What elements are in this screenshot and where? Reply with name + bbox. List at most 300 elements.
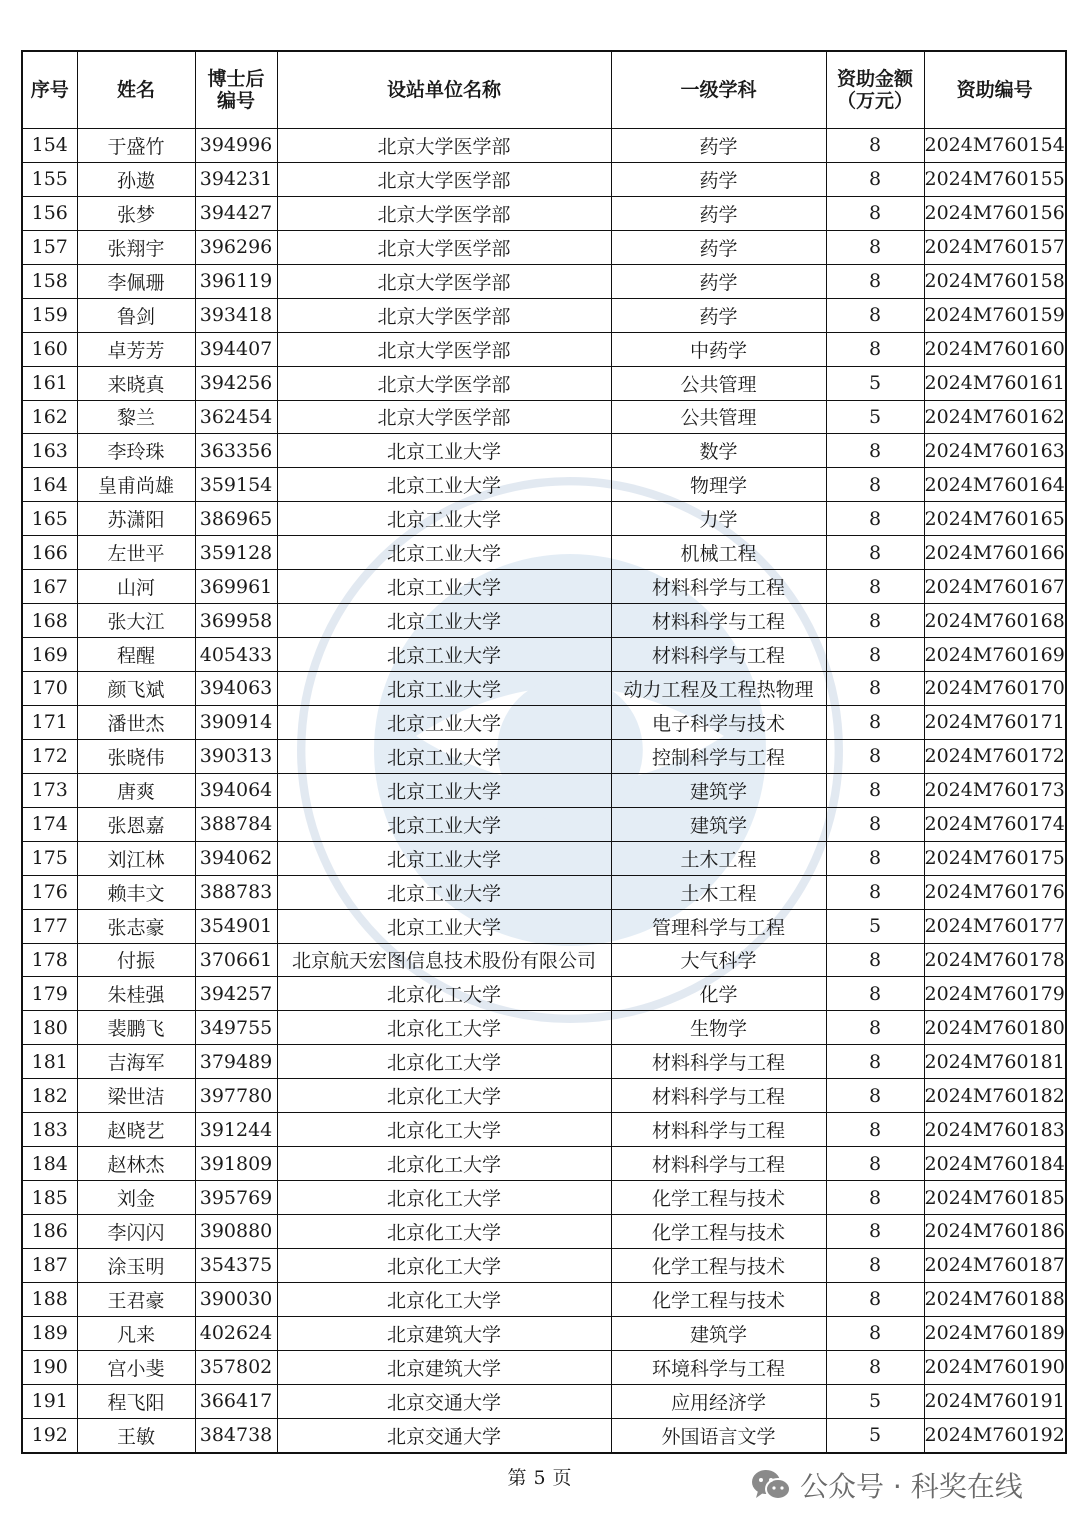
cell-amount: 8	[826, 570, 924, 604]
cell-unit: 北京化工大学	[277, 1011, 611, 1045]
cell-amount: 8	[826, 536, 924, 570]
cell-postdoc-no: 394257	[195, 977, 277, 1011]
cell-unit: 北京化工大学	[277, 1147, 611, 1181]
cell-seq: 172	[22, 739, 77, 773]
cell-amount: 8	[826, 705, 924, 739]
cell-discipline: 管理科学与工程	[611, 909, 826, 943]
cell-grant-no: 2024M760185	[924, 1181, 1066, 1215]
cell-seq: 169	[22, 638, 77, 672]
cell-name: 张梦	[77, 196, 195, 230]
cell-seq: 191	[22, 1384, 77, 1418]
cell-name: 宫小斐	[77, 1350, 195, 1384]
cell-name: 梁世洁	[77, 1079, 195, 1113]
cell-seq: 171	[22, 705, 77, 739]
cell-unit: 北京工业大学	[277, 434, 611, 468]
cell-postdoc-no: 390030	[195, 1282, 277, 1316]
cell-seq: 186	[22, 1215, 77, 1249]
cell-postdoc-no: 396119	[195, 264, 277, 298]
cell-discipline: 大气科学	[611, 943, 826, 977]
cell-grant-no: 2024M760154	[924, 129, 1066, 163]
table-row	[22, 773, 1066, 807]
table-body	[22, 129, 1066, 1453]
cell-unit: 北京大学医学部	[277, 230, 611, 264]
cell-postdoc-no: 394256	[195, 366, 277, 400]
cell-unit: 北京工业大学	[277, 807, 611, 841]
cell-grant-no: 2024M760169	[924, 638, 1066, 672]
cell-discipline: 药学	[611, 129, 826, 163]
header-grant-no: 资助编号	[924, 51, 1066, 129]
cell-seq: 174	[22, 807, 77, 841]
cell-name: 张晓伟	[77, 739, 195, 773]
cell-grant-no: 2024M760188	[924, 1282, 1066, 1316]
cell-postdoc-no: 394427	[195, 196, 277, 230]
cell-unit: 北京大学医学部	[277, 400, 611, 434]
table-row	[22, 1282, 1066, 1316]
cell-unit: 北京大学医学部	[277, 129, 611, 163]
cell-discipline: 化学工程与技术	[611, 1181, 826, 1215]
cell-grant-no: 2024M760172	[924, 739, 1066, 773]
cell-grant-no: 2024M760161	[924, 366, 1066, 400]
cell-postdoc-no: 370661	[195, 943, 277, 977]
cell-postdoc-no: 386965	[195, 502, 277, 536]
cell-postdoc-no: 394063	[195, 672, 277, 706]
cell-amount: 8	[826, 196, 924, 230]
cell-name: 刘江林	[77, 841, 195, 875]
cell-name: 赖丰文	[77, 875, 195, 909]
header-postdoc-no-line1: 博士后	[207, 68, 265, 90]
header-postdoc-no	[195, 51, 277, 129]
cell-unit: 北京工业大学	[277, 705, 611, 739]
table-row	[22, 502, 1066, 536]
cell-discipline: 电子科学与技术	[611, 705, 826, 739]
cell-discipline: 外国语言文学	[611, 1418, 826, 1452]
table-row	[22, 841, 1066, 875]
cell-seq: 184	[22, 1147, 77, 1181]
cell-seq: 181	[22, 1045, 77, 1079]
cell-amount: 8	[826, 129, 924, 163]
cell-seq: 161	[22, 366, 77, 400]
cell-grant-no: 2024M760176	[924, 875, 1066, 909]
cell-grant-no: 2024M760174	[924, 807, 1066, 841]
cell-grant-no: 2024M760180	[924, 1011, 1066, 1045]
cell-postdoc-no: 390880	[195, 1215, 277, 1249]
cell-postdoc-no: 394407	[195, 332, 277, 366]
cell-grant-no: 2024M760179	[924, 977, 1066, 1011]
cell-seq: 164	[22, 468, 77, 502]
cell-amount: 8	[826, 1079, 924, 1113]
cell-discipline: 公共管理	[611, 366, 826, 400]
cell-discipline: 土木工程	[611, 841, 826, 875]
table-row	[22, 1316, 1066, 1350]
cell-name: 皇甫尚雄	[77, 468, 195, 502]
table-row	[22, 1181, 1066, 1215]
table-row	[22, 1147, 1066, 1181]
header-amount	[826, 51, 924, 129]
cell-postdoc-no: 394996	[195, 129, 277, 163]
cell-postdoc-no: 363356	[195, 434, 277, 468]
cell-discipline: 控制科学与工程	[611, 739, 826, 773]
header-amount-line1: 资助金额	[836, 68, 913, 90]
cell-seq: 175	[22, 841, 77, 875]
cell-grant-no: 2024M760162	[924, 400, 1066, 434]
cell-amount: 8	[826, 638, 924, 672]
cell-discipline: 药学	[611, 162, 826, 196]
table-row	[22, 1011, 1066, 1045]
table-row	[22, 1384, 1066, 1418]
cell-name: 付振	[77, 943, 195, 977]
cell-amount: 5	[826, 1418, 924, 1452]
cell-seq: 185	[22, 1181, 77, 1215]
cell-amount: 8	[826, 1248, 924, 1282]
cell-discipline: 药学	[611, 264, 826, 298]
cell-grant-no: 2024M760165	[924, 502, 1066, 536]
cell-grant-no: 2024M760170	[924, 672, 1066, 706]
cell-amount: 8	[826, 604, 924, 638]
cell-amount: 8	[826, 502, 924, 536]
brand-watermark	[750, 1465, 1023, 1505]
cell-discipline: 化学工程与技术	[611, 1282, 826, 1316]
cell-name: 刘金	[77, 1181, 195, 1215]
cell-name: 山河	[77, 570, 195, 604]
cell-grant-no: 2024M760182	[924, 1079, 1066, 1113]
cell-postdoc-no: 359128	[195, 536, 277, 570]
cell-grant-no: 2024M760160	[924, 332, 1066, 366]
cell-postdoc-no: 394062	[195, 841, 277, 875]
table-row	[22, 1045, 1066, 1079]
cell-discipline: 环境科学与工程	[611, 1350, 826, 1384]
cell-seq: 182	[22, 1079, 77, 1113]
footer-prefix: 第	[507, 1467, 528, 1489]
footer-suffix: 页	[552, 1467, 573, 1489]
table-row	[22, 1215, 1066, 1249]
cell-unit: 北京工业大学	[277, 502, 611, 536]
cell-postdoc-no: 394231	[195, 162, 277, 196]
table-row	[22, 1113, 1066, 1147]
cell-name: 颜飞斌	[77, 672, 195, 706]
cell-seq: 160	[22, 332, 77, 366]
cell-seq: 190	[22, 1350, 77, 1384]
cell-discipline: 建筑学	[611, 807, 826, 841]
cell-name: 唐爽	[77, 773, 195, 807]
cell-grant-no: 2024M760181	[924, 1045, 1066, 1079]
cell-postdoc-no: 369961	[195, 570, 277, 604]
cell-seq: 165	[22, 502, 77, 536]
cell-grant-no: 2024M760155	[924, 162, 1066, 196]
cell-grant-no: 2024M760186	[924, 1215, 1066, 1249]
cell-unit: 北京化工大学	[277, 1113, 611, 1147]
cell-seq: 168	[22, 604, 77, 638]
cell-grant-no: 2024M760187	[924, 1248, 1066, 1282]
cell-name: 来晓真	[77, 366, 195, 400]
cell-grant-no: 2024M760167	[924, 570, 1066, 604]
cell-postdoc-no: 359154	[195, 468, 277, 502]
table-row	[22, 468, 1066, 502]
cell-amount: 8	[826, 230, 924, 264]
cell-grant-no: 2024M760157	[924, 230, 1066, 264]
header-name: 姓名	[77, 51, 195, 129]
table-row	[22, 638, 1066, 672]
cell-unit: 北京化工大学	[277, 1282, 611, 1316]
cell-name: 张大江	[77, 604, 195, 638]
cell-postdoc-no: 397780	[195, 1079, 277, 1113]
cell-amount: 5	[826, 366, 924, 400]
cell-seq: 178	[22, 943, 77, 977]
cell-seq: 192	[22, 1418, 77, 1452]
cell-name: 鲁剑	[77, 298, 195, 332]
cell-seq: 155	[22, 162, 77, 196]
cell-postdoc-no: 384738	[195, 1418, 277, 1452]
cell-discipline: 材料科学与工程	[611, 1147, 826, 1181]
table-row	[22, 943, 1066, 977]
cell-unit: 北京交通大学	[277, 1384, 611, 1418]
cell-name: 张恩嘉	[77, 807, 195, 841]
cell-name: 潘世杰	[77, 705, 195, 739]
cell-amount: 8	[826, 162, 924, 196]
cell-seq: 180	[22, 1011, 77, 1045]
cell-grant-no: 2024M760177	[924, 909, 1066, 943]
cell-grant-no: 2024M760163	[924, 434, 1066, 468]
cell-grant-no: 2024M760191	[924, 1384, 1066, 1418]
table-row	[22, 705, 1066, 739]
cell-amount: 5	[826, 400, 924, 434]
cell-name: 卓芳芳	[77, 332, 195, 366]
cell-amount: 5	[826, 1384, 924, 1418]
cell-postdoc-no: 362454	[195, 400, 277, 434]
cell-grant-no: 2024M760190	[924, 1350, 1066, 1384]
cell-name: 苏潇阳	[77, 502, 195, 536]
cell-unit: 北京大学医学部	[277, 162, 611, 196]
cell-postdoc-no: 390914	[195, 705, 277, 739]
cell-amount: 8	[826, 1215, 924, 1249]
cell-postdoc-no: 405433	[195, 638, 277, 672]
cell-name: 孙遨	[77, 162, 195, 196]
cell-postdoc-no: 396296	[195, 230, 277, 264]
cell-discipline: 化学工程与技术	[611, 1248, 826, 1282]
cell-unit: 北京工业大学	[277, 672, 611, 706]
cell-amount: 8	[826, 1113, 924, 1147]
cell-postdoc-no: 391809	[195, 1147, 277, 1181]
cell-unit: 北京化工大学	[277, 1079, 611, 1113]
cell-amount: 8	[826, 773, 924, 807]
cell-postdoc-no: 349755	[195, 1011, 277, 1045]
cell-unit: 北京工业大学	[277, 536, 611, 570]
cell-unit: 北京化工大学	[277, 977, 611, 1011]
cell-name: 左世平	[77, 536, 195, 570]
cell-amount: 8	[826, 943, 924, 977]
cell-amount: 8	[826, 434, 924, 468]
cell-grant-no: 2024M760156	[924, 196, 1066, 230]
footer-page-number: 5	[533, 1467, 547, 1489]
cell-unit: 北京工业大学	[277, 570, 611, 604]
cell-amount: 8	[826, 332, 924, 366]
cell-discipline: 应用经济学	[611, 1384, 826, 1418]
table-row	[22, 196, 1066, 230]
cell-discipline: 建筑学	[611, 773, 826, 807]
table-row	[22, 739, 1066, 773]
cell-discipline: 中药学	[611, 332, 826, 366]
header-row	[22, 51, 1066, 129]
cell-grant-no: 2024M760183	[924, 1113, 1066, 1147]
cell-amount: 8	[826, 977, 924, 1011]
cell-seq: 157	[22, 230, 77, 264]
cell-name: 张翔宇	[77, 230, 195, 264]
cell-amount: 8	[826, 739, 924, 773]
cell-amount: 8	[826, 1147, 924, 1181]
cell-discipline: 材料科学与工程	[611, 638, 826, 672]
cell-unit: 北京化工大学	[277, 1181, 611, 1215]
cell-discipline: 生物学	[611, 1011, 826, 1045]
cell-postdoc-no: 388783	[195, 875, 277, 909]
cell-unit: 北京工业大学	[277, 841, 611, 875]
cell-unit: 北京大学医学部	[277, 264, 611, 298]
table-row	[22, 162, 1066, 196]
cell-postdoc-no: 402624	[195, 1316, 277, 1350]
cell-postdoc-no: 366417	[195, 1384, 277, 1418]
cell-unit: 北京工业大学	[277, 909, 611, 943]
cell-amount: 8	[826, 468, 924, 502]
cell-amount: 8	[826, 1316, 924, 1350]
cell-unit: 北京化工大学	[277, 1045, 611, 1079]
header-amount-line2: （万元）	[836, 90, 913, 112]
table-row	[22, 298, 1066, 332]
cell-name: 赵林杰	[77, 1147, 195, 1181]
cell-unit: 北京大学医学部	[277, 298, 611, 332]
cell-seq: 188	[22, 1282, 77, 1316]
cell-discipline: 材料科学与工程	[611, 1113, 826, 1147]
header-postdoc-no-line2: 编号	[216, 90, 255, 112]
table-row	[22, 1248, 1066, 1282]
cell-name: 朱桂强	[77, 977, 195, 1011]
cell-discipline: 建筑学	[611, 1316, 826, 1350]
table-row	[22, 264, 1066, 298]
table-row	[22, 1350, 1066, 1384]
cell-discipline: 物理学	[611, 468, 826, 502]
cell-seq: 167	[22, 570, 77, 604]
cell-unit: 北京工业大学	[277, 773, 611, 807]
cell-unit: 北京工业大学	[277, 739, 611, 773]
cell-seq: 163	[22, 434, 77, 468]
table-row	[22, 230, 1066, 264]
cell-seq: 173	[22, 773, 77, 807]
cell-postdoc-no: 393418	[195, 298, 277, 332]
cell-name: 王君豪	[77, 1282, 195, 1316]
cell-grant-no: 2024M760158	[924, 264, 1066, 298]
cell-grant-no: 2024M760184	[924, 1147, 1066, 1181]
cell-unit: 北京大学医学部	[277, 196, 611, 230]
cell-discipline: 材料科学与工程	[611, 570, 826, 604]
cell-discipline: 公共管理	[611, 400, 826, 434]
header-unit: 设站单位名称	[277, 51, 611, 129]
cell-unit: 北京工业大学	[277, 875, 611, 909]
cell-postdoc-no: 394064	[195, 773, 277, 807]
cell-seq: 156	[22, 196, 77, 230]
cell-discipline: 机械工程	[611, 536, 826, 570]
cell-discipline: 动力工程及工程热物理	[611, 672, 826, 706]
cell-seq: 183	[22, 1113, 77, 1147]
cell-discipline: 力学	[611, 502, 826, 536]
table-row	[22, 672, 1066, 706]
cell-postdoc-no: 390313	[195, 739, 277, 773]
cell-amount: 8	[826, 841, 924, 875]
cell-name: 程飞阳	[77, 1384, 195, 1418]
cell-postdoc-no: 379489	[195, 1045, 277, 1079]
cell-amount: 8	[826, 1181, 924, 1215]
cell-discipline: 药学	[611, 196, 826, 230]
cell-seq: 170	[22, 672, 77, 706]
table-row	[22, 909, 1066, 943]
cell-discipline: 土木工程	[611, 875, 826, 909]
cell-amount: 8	[826, 672, 924, 706]
cell-seq: 177	[22, 909, 77, 943]
cell-seq: 189	[22, 1316, 77, 1350]
cell-name: 吉海军	[77, 1045, 195, 1079]
cell-amount: 5	[826, 909, 924, 943]
table-row	[22, 536, 1066, 570]
cell-unit: 北京工业大学	[277, 468, 611, 502]
cell-amount: 8	[826, 1045, 924, 1079]
cell-unit: 北京航天宏图信息技术股份有限公司	[277, 943, 611, 977]
table-row	[22, 129, 1066, 163]
cell-seq: 158	[22, 264, 77, 298]
cell-postdoc-no: 357802	[195, 1350, 277, 1384]
cell-name: 李闪闪	[77, 1215, 195, 1249]
cell-name: 赵晓艺	[77, 1113, 195, 1147]
cell-name: 张志豪	[77, 909, 195, 943]
cell-postdoc-no: 395769	[195, 1181, 277, 1215]
cell-unit: 北京建筑大学	[277, 1350, 611, 1384]
cell-seq: 176	[22, 875, 77, 909]
table-row	[22, 875, 1066, 909]
table-row	[22, 332, 1066, 366]
cell-grant-no: 2024M760166	[924, 536, 1066, 570]
table-row	[22, 604, 1066, 638]
cell-discipline: 药学	[611, 298, 826, 332]
cell-grant-no: 2024M760175	[924, 841, 1066, 875]
cell-amount: 8	[826, 807, 924, 841]
cell-grant-no: 2024M760164	[924, 468, 1066, 502]
cell-grant-no: 2024M760159	[924, 298, 1066, 332]
cell-seq: 154	[22, 129, 77, 163]
table-row	[22, 807, 1066, 841]
cell-unit: 北京化工大学	[277, 1248, 611, 1282]
cell-name: 程醒	[77, 638, 195, 672]
cell-grant-no: 2024M760189	[924, 1316, 1066, 1350]
cell-name: 裴鹏飞	[77, 1011, 195, 1045]
cell-seq: 187	[22, 1248, 77, 1282]
header-discipline: 一级学科	[611, 51, 826, 129]
table-row	[22, 1418, 1066, 1452]
table-row	[22, 434, 1066, 468]
cell-postdoc-no: 388784	[195, 807, 277, 841]
cell-name: 王敏	[77, 1418, 195, 1452]
cell-unit: 北京建筑大学	[277, 1316, 611, 1350]
cell-grant-no: 2024M760173	[924, 773, 1066, 807]
cell-grant-no: 2024M760168	[924, 604, 1066, 638]
cell-unit: 北京大学医学部	[277, 366, 611, 400]
cell-name: 黎兰	[77, 400, 195, 434]
cell-seq: 166	[22, 536, 77, 570]
cell-discipline: 药学	[611, 230, 826, 264]
cell-unit: 北京化工大学	[277, 1215, 611, 1249]
cell-grant-no: 2024M760171	[924, 705, 1066, 739]
cell-name: 李佩珊	[77, 264, 195, 298]
cell-amount: 8	[826, 875, 924, 909]
cell-discipline: 材料科学与工程	[611, 1079, 826, 1113]
table-row	[22, 366, 1066, 400]
cell-amount: 8	[826, 1011, 924, 1045]
header-seq: 序号	[22, 51, 77, 129]
funding-table	[21, 50, 1067, 1454]
